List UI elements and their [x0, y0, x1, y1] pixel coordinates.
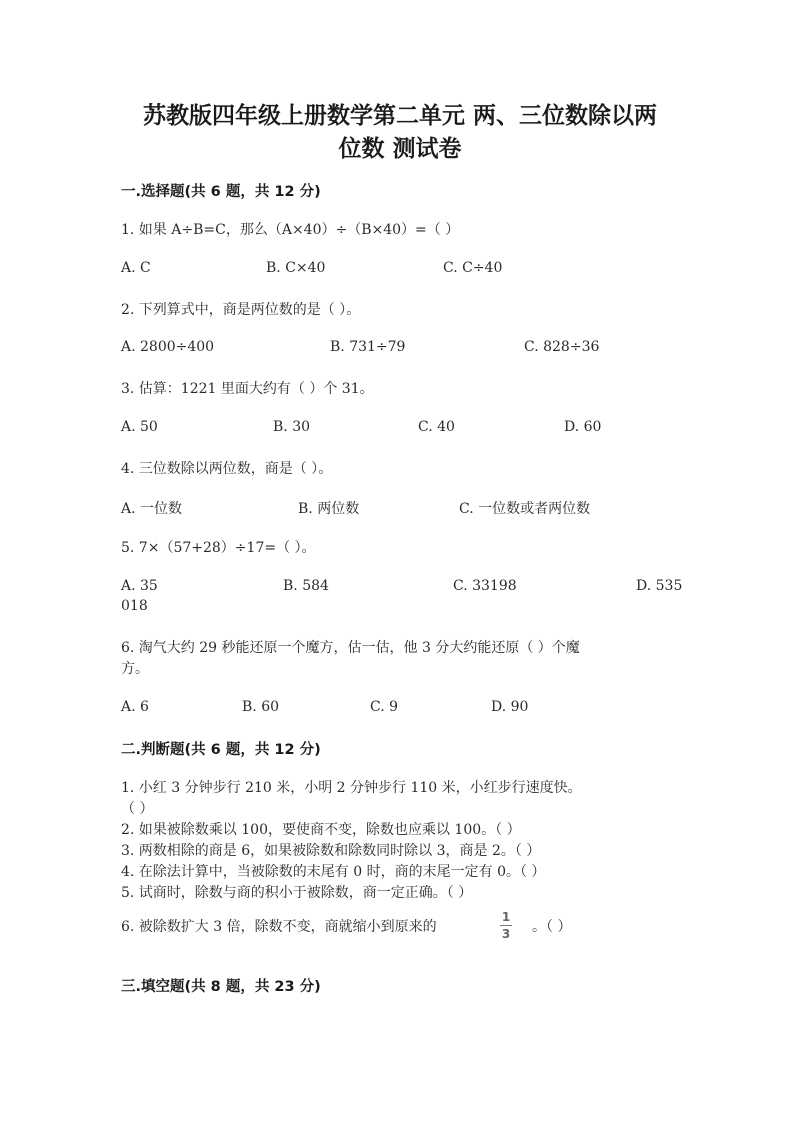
question-3-option-d: D. 60 [564, 419, 602, 435]
question-4-option-a: A. 一位数 [121, 501, 183, 517]
page-title-line-2: 位数 测试卷 [338, 136, 462, 162]
fraction-numerator: 1 [501, 910, 511, 924]
question-2-option-c: C. 828÷36 [524, 339, 600, 355]
question-6-option-c: C. 9 [370, 699, 399, 715]
question-5-option-c: C. 33198 [453, 578, 517, 594]
question-1-stem: 1. 如果 A÷B=C，那么（A×40）÷（B×40）=（ ） [121, 222, 460, 238]
question-2-stem: 2. 下列算式中，商是两位数的是（ ）。 [121, 302, 361, 318]
question-3-option-a: A. 50 [121, 419, 158, 435]
question-3-stem: 3. 估算：1221 里面大约有（ ）个 31。 [121, 381, 374, 397]
section-heading-fill: 三.填空题(共 8 题，共 23 分) [121, 979, 321, 995]
judge-2: 2. 如果被除数乘以 100，要使商不变，除数也应乘以 100。（ ） [121, 822, 521, 838]
page-title-line-1: 苏教版四年级上册数学第二单元 两、三位数除以两 [142, 103, 657, 129]
question-3-option-c: C. 40 [418, 419, 455, 435]
fraction-one-third [497, 910, 515, 941]
question-2-option-b: B. 731÷79 [330, 339, 406, 355]
judge-5: 5. 试商时，除数与商的积小于被除数，商一定正确。（ ） [121, 885, 473, 901]
question-5-option-b: B. 584 [283, 578, 329, 594]
question-6-stem-continued: 方。 [121, 661, 149, 677]
question-1-option-a: A. C [121, 260, 151, 276]
question-6-option-d: D. 90 [491, 699, 529, 715]
question-4-option-b: B. 两位数 [298, 501, 360, 517]
question-6-option-b: B. 60 [242, 699, 280, 715]
question-5-option-d: D. 535 [636, 578, 683, 594]
question-5-stem: 5. 7×（57+28）÷17=（ ）。 [121, 540, 316, 556]
fraction-denominator: 3 [501, 927, 511, 941]
question-2-option-a: A. 2800÷400 [121, 339, 215, 355]
question-6-stem: 6. 淘气大约 29 秒能还原一个魔方，估一估，他 3 分大约能还原（ ）个魔 [121, 640, 580, 656]
question-5-option-d-wrap: 018 [121, 598, 148, 614]
question-4-option-c: C. 一位数或者两位数 [459, 501, 591, 517]
judge-3: 3. 两数相除的商是 6，如果被除数和除数同时除以 3，商是 2。（ ） [121, 843, 541, 859]
question-1-option-c: C. C÷40 [443, 260, 503, 276]
section-heading-choice: 一.选择题(共 6 题，共 12 分) [121, 184, 321, 200]
question-5-option-a: A. 35 [121, 578, 158, 594]
judge-1-answer-blank: （ ） [121, 801, 154, 817]
question-4-stem: 4. 三位数除以两位数，商是（ ）。 [121, 461, 333, 477]
judge-4: 4. 在除法计算中，当被除数的末尾有 0 时，商的末尾一定有 0。（ ） [121, 864, 546, 880]
fraction-bar [500, 925, 512, 926]
question-3-option-b: B. 30 [273, 419, 311, 435]
question-1-option-b: B. C×40 [266, 260, 326, 276]
section-heading-judge: 二.判断题(共 6 题，共 12 分) [121, 742, 321, 758]
judge-6: 6. 被除数扩大 3 倍，除数不变，商就缩小到原来的 [121, 919, 437, 935]
question-6-option-a: A. 6 [121, 699, 149, 715]
judge-1: 1. 小红 3 分钟步行 210 米，小明 2 分钟步行 110 米，小红步行速度快。 [121, 780, 582, 796]
judge-6-answer-blank: 。（ ） [532, 919, 572, 935]
